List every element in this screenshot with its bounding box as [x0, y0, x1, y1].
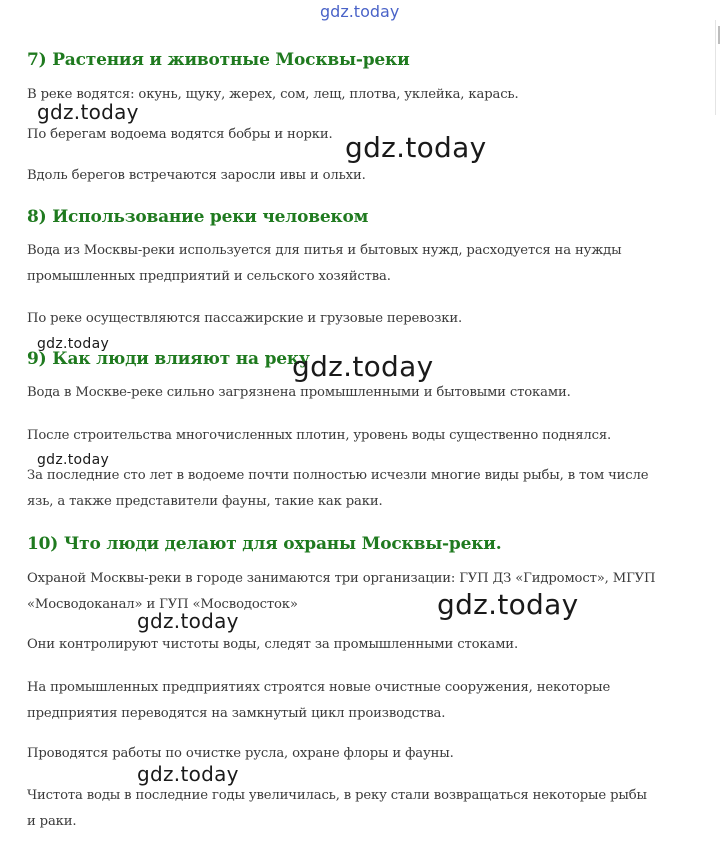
- watermark: gdz.today: [137, 609, 239, 633]
- paragraph: Вода из Москвы-реки используется для питья и бытовых нужд, расходуется на нужды промышленных предприятий и сельского хозяйства.: [27, 243, 622, 284]
- paragraph: По реке осуществляются пассажирские и грузовые перевозки.: [27, 311, 463, 326]
- section-heading-7: 7) Растения и животные Москвы-реки: [27, 50, 410, 70]
- paragraph: По берегам водоема водятся бобры и норки.: [27, 127, 333, 142]
- paragraph: Чистота воды в последние годы увеличилась, в реку стали возвращаться некоторые рыбы и раки.: [27, 788, 647, 829]
- watermark: gdz.today: [292, 350, 434, 383]
- watermark: gdz.today: [37, 452, 110, 468]
- watermark: gdz.today: [137, 762, 239, 786]
- watermark: gdz.today: [37, 336, 110, 352]
- section-heading-10: 10) Что люди делают для охраны Москвы-реки.: [27, 534, 502, 554]
- paragraph: Вдоль берегов встречаются заросли ивы и ольхи.: [27, 168, 366, 183]
- paragraph: На промышленных предприятиях строятся новые очистные сооружения, некоторые предприятия переводятся на замкнутый цикл производства.: [27, 680, 611, 721]
- section-heading-8: 8) Использование реки человеком: [27, 207, 369, 227]
- watermark: gdz.today: [345, 131, 487, 164]
- scrollbar-thumb[interactable]: [718, 26, 720, 44]
- paragraph: Проводятся работы по очистке русла, охране флоры и фауны.: [27, 746, 454, 761]
- watermark: gdz.today: [437, 588, 579, 621]
- paragraph: После строительства многочисленных плотин, уровень воды существенно поднялся.: [27, 428, 612, 443]
- watermark: gdz.today: [37, 100, 139, 124]
- paragraph: В реке водятся: окунь, щуку, жерех, сом, лещ, плотва, уклейка, карась.: [27, 87, 519, 102]
- paragraph: Вода в Москве-реке сильно загрязнена промышленными и бытовыми стоками.: [27, 385, 571, 400]
- paragraph: Охраной Москвы-реки в городе занимаются три организации: ГУП ДЗ «Гидромост», МГУП «Мосводоканал» и ГУП «Мосводосток»: [27, 571, 656, 612]
- paragraph: Они контролируют чистоты воды, следят за промышленными стоками.: [27, 637, 518, 652]
- paragraph: За последние сто лет в водоеме почти полностью исчезли многие виды рыбы, в том числе язь, а также представители фауны, такие как раки.: [27, 468, 649, 509]
- section-heading-9: 9) Как люди влияют на реку: [27, 349, 310, 369]
- watermark: gdz.today: [320, 2, 400, 21]
